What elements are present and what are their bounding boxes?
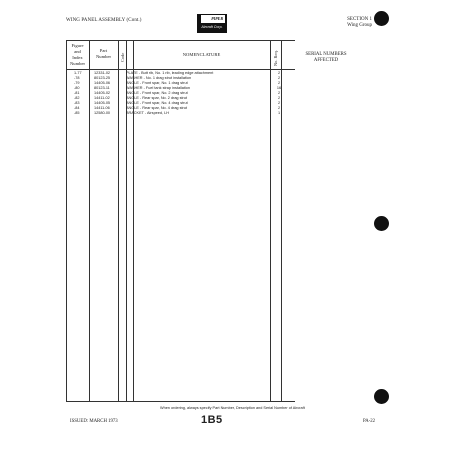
binder-hole-icon bbox=[374, 389, 389, 404]
header-title: WING PANEL ASSEMBLY (Cont.) bbox=[66, 18, 142, 23]
section-number: SECTION 1 bbox=[347, 17, 372, 22]
row-qty: 2 bbox=[277, 106, 281, 110]
row-index: -84 bbox=[74, 106, 80, 110]
row-qty: 2 bbox=[277, 81, 281, 85]
row-part-number: 80123-11 bbox=[94, 86, 110, 90]
figure-index-header bbox=[66, 43, 89, 67]
row-nomenclature: BRACKET - Airspeed, LH bbox=[126, 111, 169, 115]
issued-date: ISSUED: MARCH 1973 bbox=[70, 419, 118, 424]
row-part-number: 14405-02 bbox=[94, 91, 111, 95]
header-rule bbox=[66, 69, 295, 70]
section-label bbox=[347, 17, 372, 29]
row-index: -79 bbox=[74, 81, 80, 85]
row-nomenclature: WASHER - No. 1 drag strut installation bbox=[126, 76, 192, 80]
header-line: Number bbox=[69, 61, 86, 66]
group-name: Wing Group bbox=[347, 23, 372, 28]
logo-top-text: PIPER bbox=[201, 15, 225, 23]
page-code: 1B5 bbox=[201, 414, 223, 426]
col-divider-nomenclature bbox=[270, 40, 271, 402]
header-line: Index bbox=[72, 55, 83, 60]
row-index: 1-77 bbox=[74, 71, 82, 75]
row-index: -78 bbox=[74, 76, 80, 80]
header-line: Part bbox=[99, 48, 108, 53]
row-nomenclature: ANGLE - Rear spar, No. 2 drag strut bbox=[126, 96, 187, 100]
row-part-number: 14405-05 bbox=[94, 101, 111, 105]
row-part-number: 14405-06 bbox=[94, 81, 111, 85]
row-part-number: 80123-25 bbox=[94, 76, 111, 80]
row-nomenclature: ANGLE - Front spar, No. 4 drag strut bbox=[126, 101, 188, 105]
row-part-number: 14411-02 bbox=[94, 96, 110, 100]
header-line: AFFECTED bbox=[313, 58, 339, 63]
serial-header bbox=[286, 52, 366, 64]
row-nomenclature: PLATE - Butt rib, No. 1 rib, leading edge attachment bbox=[126, 71, 214, 75]
row-index: -81 bbox=[74, 91, 80, 95]
row-index: -83 bbox=[74, 101, 80, 105]
row-qty: 16 bbox=[276, 86, 282, 90]
row-qty: 1 bbox=[277, 111, 281, 115]
row-index: -85 bbox=[74, 111, 80, 115]
binder-hole-icon bbox=[374, 11, 389, 26]
row-part-number: 14411-06 bbox=[94, 106, 110, 110]
part-number-header bbox=[89, 48, 118, 60]
row-nomenclature: WASHER - Fuel tank strap installation bbox=[126, 86, 191, 90]
row-part-number: 12580-00 bbox=[94, 111, 111, 115]
piper-logo bbox=[197, 14, 227, 33]
header-line: SERIAL NUMBERS bbox=[305, 52, 347, 57]
header-line: Figure bbox=[71, 43, 84, 48]
row-index: -80 bbox=[74, 86, 80, 90]
header-line: and bbox=[74, 49, 81, 54]
ordering-note: When ordering, always specify Part Number, Description and Serial Number of Aircraft bbox=[160, 406, 305, 410]
col-divider-index bbox=[89, 40, 90, 402]
row-part-number: 12331-02 bbox=[94, 71, 111, 75]
logo-bottom-text: Aircraft Corp. bbox=[201, 25, 223, 29]
row-qty: 2 bbox=[277, 71, 281, 75]
row-nomenclature: ANGLE - Front spar, No. 2 drag strut bbox=[126, 91, 188, 95]
header-line: Number bbox=[95, 54, 112, 59]
page-number: PA-22 bbox=[363, 419, 376, 424]
col-divider-part bbox=[118, 40, 119, 402]
row-index: -82 bbox=[74, 96, 80, 100]
row-nomenclature: ANGLE - Rear spar, No. 4 drag strut bbox=[126, 106, 187, 110]
row-qty: 2 bbox=[277, 96, 281, 100]
row-qty: 2 bbox=[277, 76, 281, 80]
no-req-header: No. Req. bbox=[273, 50, 278, 66]
serial-numbers-column bbox=[286, 40, 366, 402]
row-nomenclature: ANGLE - Front spar, No. 1 drag strut bbox=[126, 81, 188, 85]
code-header: Code bbox=[120, 52, 125, 62]
row-qty: 2 bbox=[277, 101, 281, 105]
nomenclature-header: NOMENCLATURE bbox=[182, 52, 221, 57]
binder-hole-icon bbox=[374, 216, 389, 231]
row-qty: 2 bbox=[277, 91, 281, 95]
